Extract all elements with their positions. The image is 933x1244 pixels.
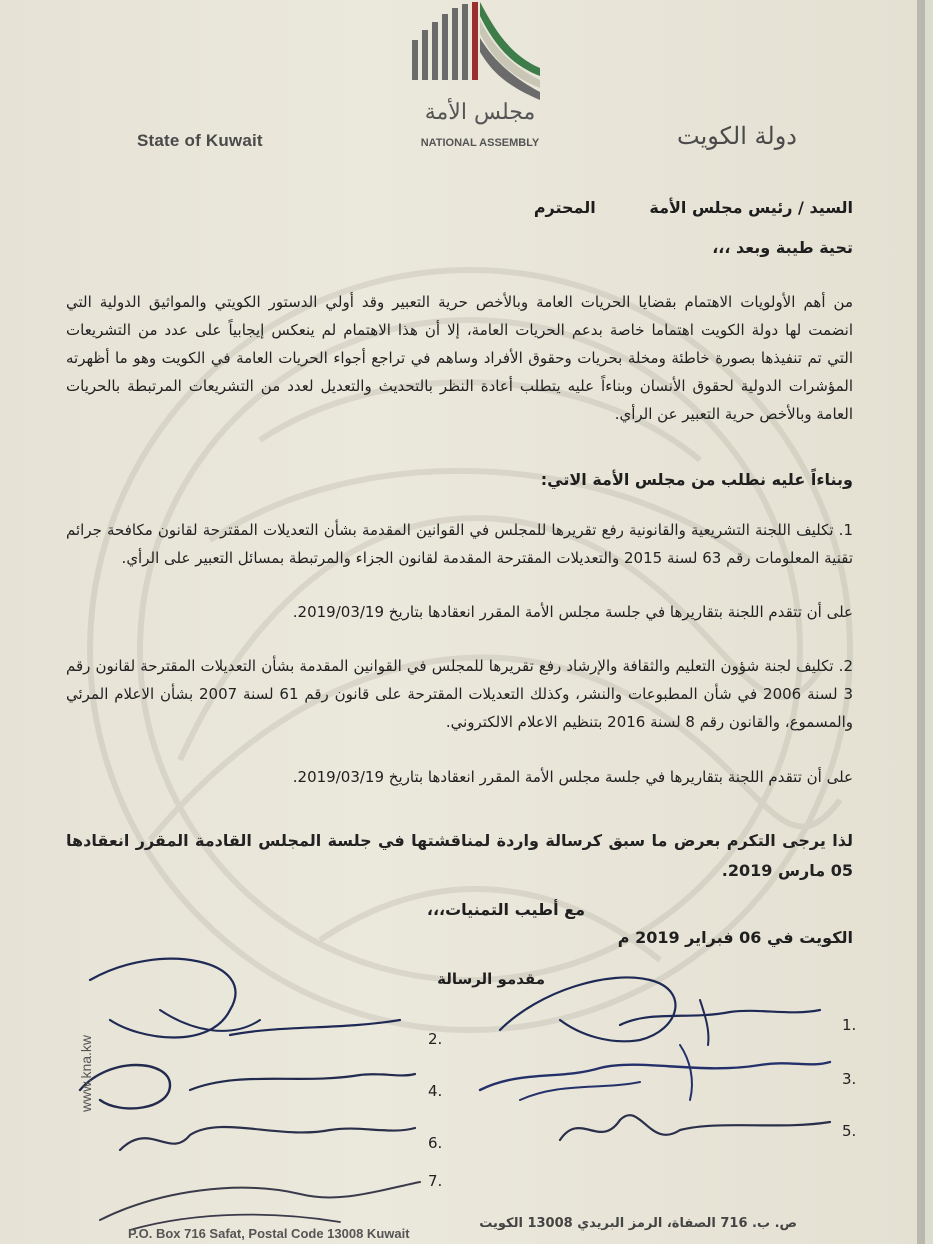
closing-line: 05 مارس 2019. xyxy=(721,861,853,880)
intro-line: من أهم الأولويات الاهتمام بقضايا الحريات العامة وبالأخص حرية التعبير وقد أولي الدستور الكويتي والمواثيق الدولية التي xyxy=(66,293,853,311)
signatories-heading: مقدمو الرسالة xyxy=(437,970,545,988)
signatures-area xyxy=(0,950,925,1244)
footer-address-arabic: ص. ب. 716 الصفاة، الرمز البريدي 13008 الكويت xyxy=(479,1216,797,1231)
national-assembly-logo-icon xyxy=(400,0,550,160)
signatory-number: 5. xyxy=(842,1122,857,1140)
handwritten-signatures-icon xyxy=(0,950,925,1244)
item-line: والمسموع، والقانون رقم 8 لسنة 2016 بتنظيم الاعلام الالكتروني. xyxy=(445,713,853,731)
date-line: الكويت في 06 فبراير 2019 م xyxy=(617,928,853,947)
side-website-url: www.kna.kw xyxy=(78,1034,94,1112)
addressee-honorific: المحترم xyxy=(533,198,596,217)
addressee-line xyxy=(513,198,853,217)
item-line: 1. تكليف اللجنة التشريعية والقانونية رفع تقريرها للمجلس في القوانين المقدمة بشأن التعديلات المقترحة لقانون مكافحة جرائم xyxy=(66,521,853,539)
intro-line: العامة وبالأخص حرية التعبير عن الرأي. xyxy=(614,405,853,423)
signatory-number: 3. xyxy=(842,1070,857,1088)
footer-address-english: P.O. Box 716 Safat, Postal Code 13008 Kuwait xyxy=(128,1226,410,1241)
closing-line: لذا يرجى التكرم بعرض ما سبق كرسالة واردة لمناقشتها في جلسة المجلس القادمة المقرر انعقادها xyxy=(66,831,853,850)
intro-line: انضمت لها دولة الكويت اهتماما خاصة بدعم الحريات العامة، إلا أن هذا الاهتمام لم ينعكس إيجابياً على عدد من التشريعات xyxy=(66,321,853,339)
best-wishes: مع أطيب التمنيات،،، xyxy=(426,900,585,919)
assembly-name-english: NATIONAL ASSEMBLY xyxy=(420,137,540,149)
state-name-arabic: دولة الكويت xyxy=(677,122,797,150)
item-1-deadline: على أن تتقدم اللجنة بتقاريرها في جلسة مجلس الأمة المقرر انعقادها بتاريخ 2019/03/19. xyxy=(292,603,853,621)
intro-line: المؤشرات الدولية لحقوق الأنسان وبناءاً عليه يتطلب أعادة النظر بالتحديث والتعديل لعدد من التشريعات المرتبطة بالحريات xyxy=(66,377,853,395)
item-2-deadline: على أن تتقدم اللجنة بتقاريرها في جلسة مجلس الأمة المقرر انعقادها بتاريخ 2019/03/19. xyxy=(292,768,853,786)
state-name-english: State of Kuwait xyxy=(137,131,263,150)
request-item-1 xyxy=(66,516,853,572)
request-item-2 xyxy=(66,652,853,736)
assembly-name-arabic: مجلس الأمة xyxy=(424,100,536,125)
item-line: 3 لسنة 2006 في شأن المطبوعات والنشر، وكذلك التعديلات المقترحة على قانون رقم 61 لسنة 2007 بشأن الاعلام المرئي xyxy=(66,685,854,703)
signatory-number: 7. xyxy=(428,1172,443,1190)
request-heading: وبناءاً عليه نطلب من مجلس الأمة الاتي: xyxy=(540,470,853,489)
closing-paragraph xyxy=(66,826,853,886)
signatory-number: 4. xyxy=(428,1082,443,1100)
intro-paragraph xyxy=(66,288,853,428)
intro-line: التي تم تنفيذها بصورة خاطئة ومخلة بحريات وحقوق الأفراد وساهم في تراجع أجواء الحريات العامة في الكويت وهو ما أظهرته xyxy=(66,349,853,367)
signatory-number: 2. xyxy=(428,1030,443,1048)
signatory-number: 1. xyxy=(842,1016,857,1034)
greeting: تحية طيبة وبعد ،،، xyxy=(712,238,853,257)
signatory-number: 6. xyxy=(428,1134,443,1152)
addressee-title: السيد / رئيس مجلس الأمة xyxy=(649,198,853,217)
item-line: تقنية المعلومات رقم 63 لسنة 2015 والتعديلات المقترحة المقدمة لقانون الجزاء والمرتبطة بمسائل التعبير على الرأي. xyxy=(121,549,853,567)
item-line: 2. تكليف لجنة شؤون التعليم والثقافة والإرشاد رفع تقريرها للمجلس في القوانين المقدمة بشأن التعديلات المقترحة لقانون رقم xyxy=(66,657,853,675)
